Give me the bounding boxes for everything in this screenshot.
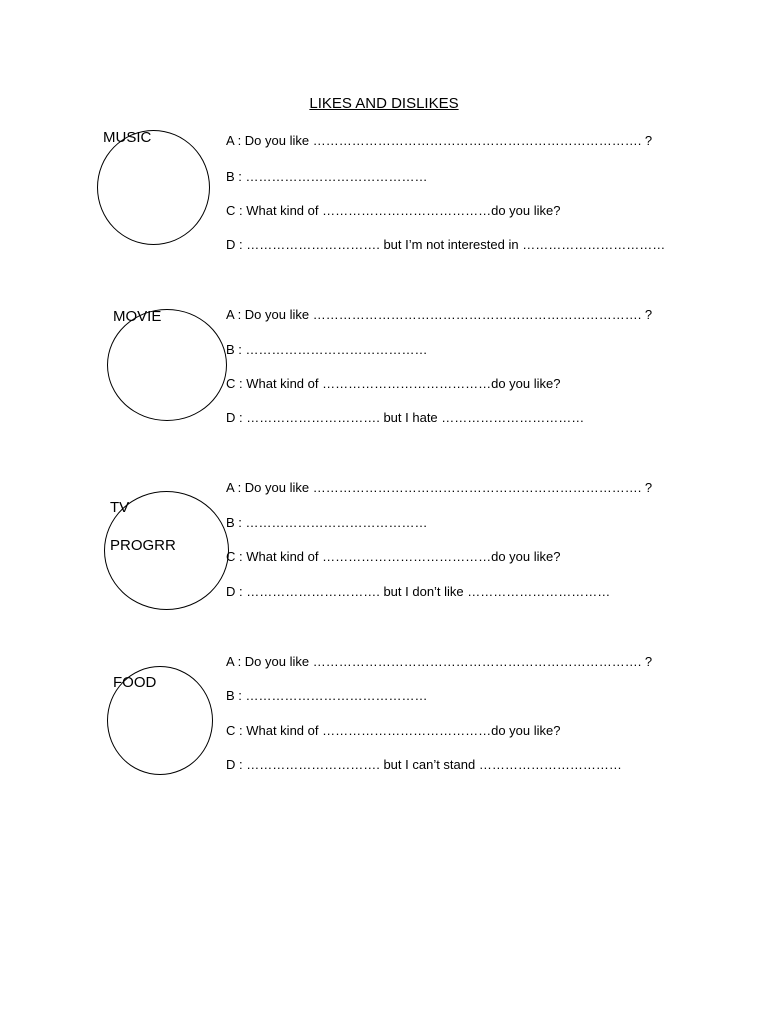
dialogue-line-b: B : ……………………………………	[226, 688, 428, 703]
dialogue-line-d: D : …………………………. but I can’t stand ……………………………	[226, 757, 622, 772]
dialogue-line-a: A : Do you like …………………………………………………………………. ?	[226, 654, 653, 669]
worksheet-title: LIKES AND DISLIKES	[309, 95, 459, 112]
dialogue-line-a: A : Do you like …………………………………………………………………. ?	[226, 133, 653, 148]
topic-label: MOVIE	[113, 308, 162, 325]
dialogue-line-b: B : ……………………………………	[226, 169, 428, 184]
dialogue-line-c: C : What kind of …………………………………do you like?	[226, 203, 561, 218]
dialogue-line-a: A : Do you like …………………………………………………………………. ?	[226, 307, 653, 322]
dialogue-line-d: D : …………………………. but I’m not interested in ……………………………	[226, 237, 666, 252]
dialogue-line-c: C : What kind of …………………………………do you like?	[226, 549, 561, 564]
topic-section-food	[0, 651, 768, 781]
dialogue-line-a: A : Do you like …………………………………………………………………. ?	[226, 480, 653, 495]
topic-section-movie	[0, 304, 768, 434]
topic-label: TV PROGRR	[110, 499, 176, 554]
dialogue-line-b: B : ……………………………………	[226, 515, 428, 530]
dialogue-line-d: D : …………………………. but I don’t like ……………………………	[226, 584, 611, 599]
dialogue-line-c: C : What kind of …………………………………do you like?	[226, 723, 561, 738]
topic-section-music	[0, 130, 768, 260]
topic-label: FOOD	[113, 674, 157, 691]
dialogue-line-c: C : What kind of …………………………………do you like?	[226, 376, 561, 391]
topic-section-tv-program	[0, 477, 768, 607]
dialogue-line-d: D : …………………………. but I hate ……………………………	[226, 410, 585, 425]
topic-label: MUSIC	[103, 129, 152, 146]
dialogue-line-b: B : ……………………………………	[226, 342, 428, 357]
